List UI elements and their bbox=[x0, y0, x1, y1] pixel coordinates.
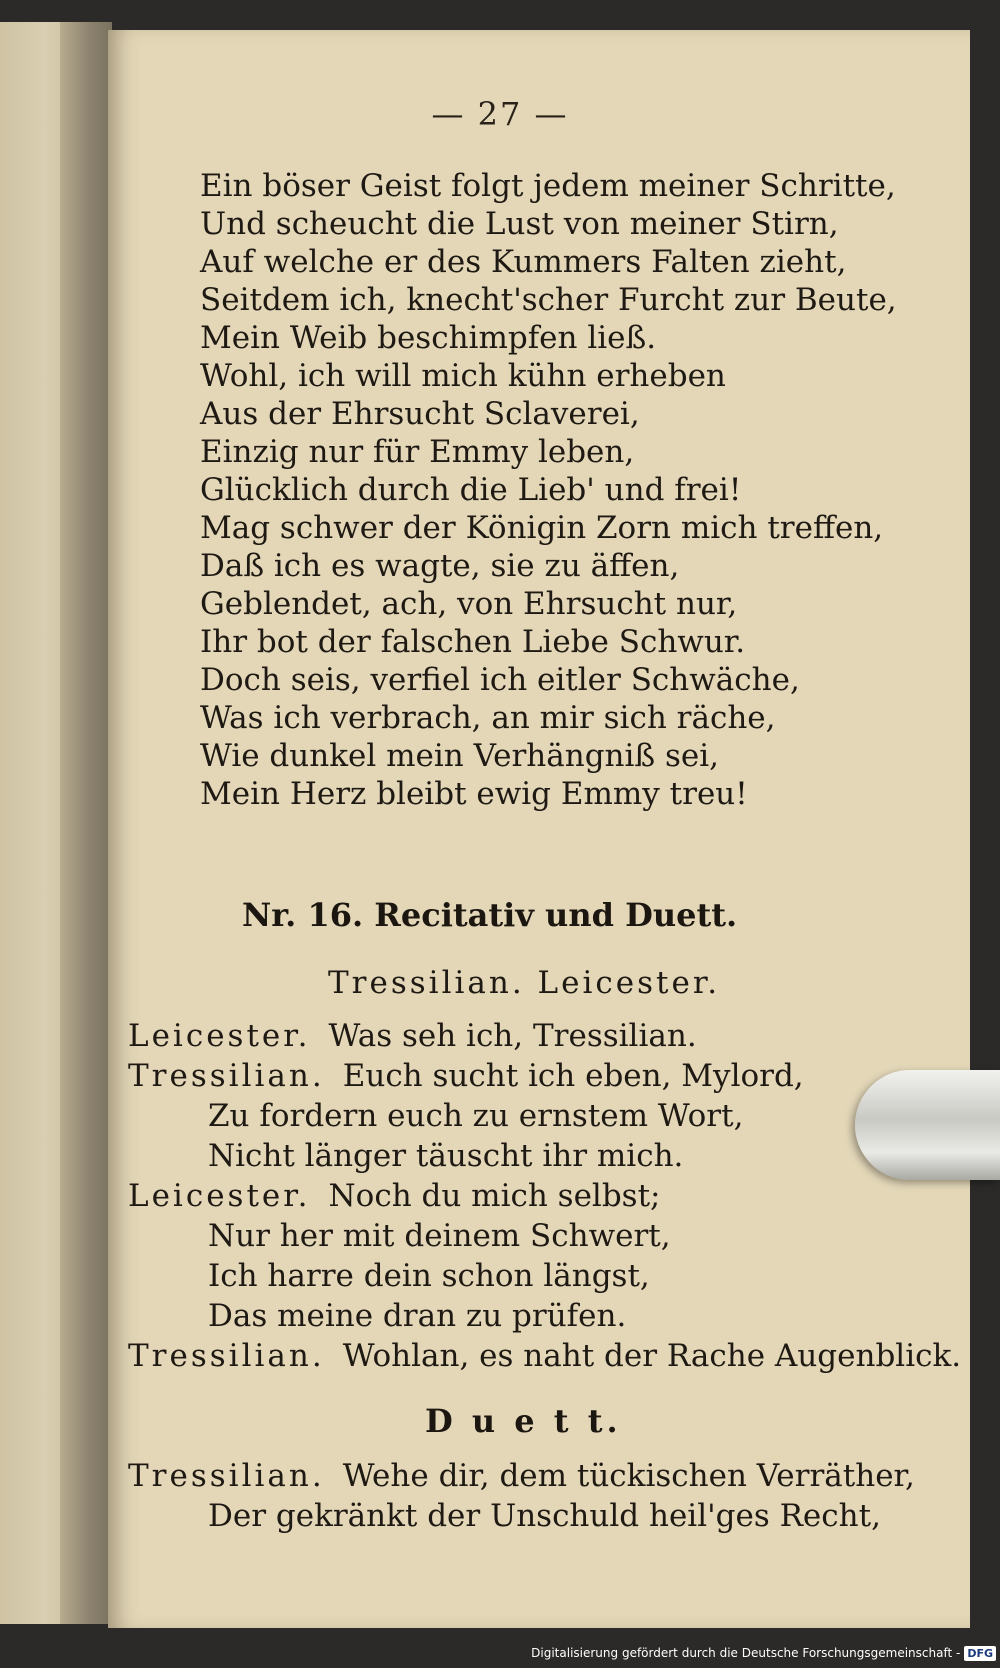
verse-line: Daß ich es wagte, sie zu äffen, bbox=[200, 548, 680, 584]
dialogue-line bbox=[128, 1178, 661, 1214]
duet-text: Wehe dir, dem tückischen Verräther, bbox=[342, 1458, 915, 1494]
verse-line: Geblendet, ach, von Ehrsucht nur, bbox=[200, 586, 738, 622]
speaker-name: Tressilian. bbox=[128, 1458, 325, 1494]
dialogue-line bbox=[128, 1338, 961, 1374]
speaker-name: Leicester. bbox=[128, 1018, 311, 1054]
dialogue-text: Noch du mich selbst; bbox=[328, 1178, 661, 1214]
verse-line: Was ich verbrach, an mir sich räche, bbox=[200, 700, 776, 736]
speaker-name: Leicester. bbox=[128, 1178, 311, 1214]
section-heading: Nr. 16. Recitativ und Duett. bbox=[242, 896, 738, 934]
dialogue-text: Euch sucht ich eben, Mylord, bbox=[342, 1058, 804, 1094]
verse-line: Ihr bot der falschen Liebe Schwur. bbox=[200, 624, 746, 660]
dialogue-line: Nicht länger täuscht ihr mich. bbox=[208, 1138, 684, 1174]
verse-line: Einzig nur für Emmy leben, bbox=[200, 434, 635, 470]
speaker-name: Tressilian. bbox=[128, 1338, 325, 1374]
verse-line: Wie dunkel mein Verhängniß sei, bbox=[200, 738, 720, 774]
speaker-name: Tressilian. bbox=[128, 1058, 325, 1094]
duet-heading: D u e t t. bbox=[425, 1402, 622, 1440]
verse-line: Doch seis, verfiel ich eitler Schwäche, bbox=[200, 662, 800, 698]
character-list: Tressilian. Leicester. bbox=[328, 965, 721, 1001]
digitization-credit bbox=[531, 1642, 996, 1664]
dialogue-line: Ich harre dein schon längst, bbox=[208, 1258, 650, 1294]
page-number: — 27 — bbox=[431, 95, 569, 133]
page-clip bbox=[855, 1070, 1000, 1180]
verse-line: Mein Herz bleibt ewig Emmy treu! bbox=[200, 776, 748, 812]
book-gutter bbox=[60, 22, 112, 1624]
verse-line: Auf welche er des Kummers Falten zieht, bbox=[200, 244, 847, 280]
dialogue-text: Wohlan, es naht der Rache Augenblick. bbox=[342, 1338, 962, 1374]
dialogue-text: Was seh ich, Tressilian. bbox=[328, 1018, 697, 1054]
verse-line: Mein Weib beschimpfen ließ. bbox=[200, 320, 657, 356]
dfg-logo: DFG bbox=[964, 1646, 996, 1661]
verse-line: Seitdem ich, knecht'scher Furcht zur Beute, bbox=[200, 282, 897, 318]
verse-line: Aus der Ehrsucht Sclaverei, bbox=[200, 396, 640, 432]
dialogue-line bbox=[128, 1018, 697, 1054]
verse-line: Ein böser Geist folgt jedem meiner Schritte, bbox=[200, 168, 896, 204]
verse-line: Glücklich durch die Lieb' und frei! bbox=[200, 472, 742, 508]
verse-line: Und scheucht die Lust von meiner Stirn, bbox=[200, 206, 839, 242]
dialogue-line: Das meine dran zu prüfen. bbox=[208, 1298, 627, 1334]
dialogue-line: Zu fordern euch zu ernstem Wort, bbox=[208, 1098, 744, 1134]
credit-text: Digitalisierung gefördert durch die Deutsche Forschungsgemeinschaft - bbox=[531, 1646, 961, 1660]
dialogue-line: Nur her mit deinem Schwert, bbox=[208, 1218, 671, 1254]
duet-line: Der gekränkt der Unschuld heil'ges Recht, bbox=[208, 1498, 881, 1534]
dialogue-line bbox=[128, 1058, 804, 1094]
duet-line bbox=[128, 1458, 915, 1494]
verse-line: Wohl, ich will mich kühn erheben bbox=[200, 358, 726, 394]
verse-line: Mag schwer der Königin Zorn mich treffen, bbox=[200, 510, 884, 546]
